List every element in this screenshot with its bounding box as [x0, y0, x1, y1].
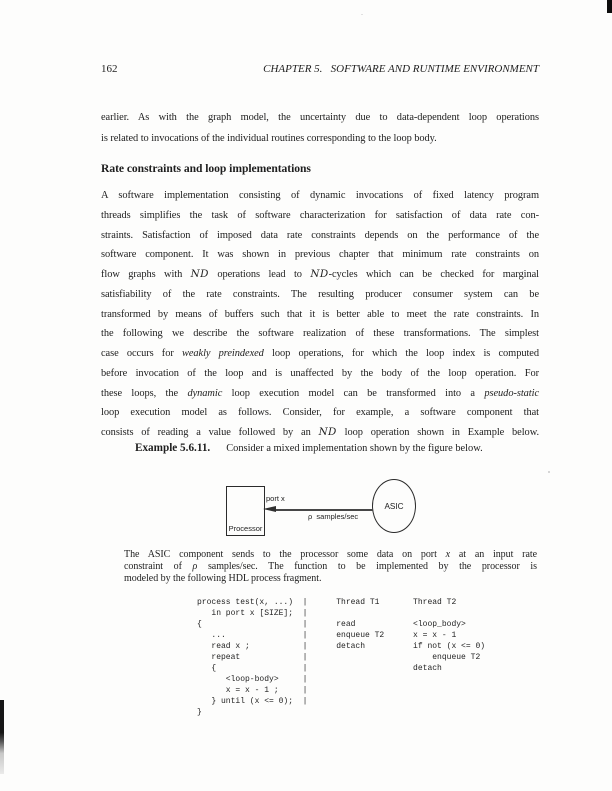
text-line: in port x [SIZE]; | — [197, 609, 308, 618]
asic-label: ASIC — [384, 501, 404, 511]
text-line: ... | enqueue T2 x = x - 1 — [197, 631, 457, 640]
running-header: CHAPTER 5. SOFTWARE AND RUNTIME ENVIRONMENT — [263, 63, 539, 75]
text-line: { | detach — [197, 664, 442, 673]
text-line: modeled by the following HDL process fragment. — [124, 573, 322, 585]
text-line: process test(x, ...) | Thread T1 Thread T2 — [197, 598, 457, 607]
code-listing — [197, 597, 485, 718]
scan-artifact-corner — [607, 0, 612, 13]
example-text: Consider a mixed implementation shown by the figure below. — [226, 443, 483, 454]
text-line: { | read <loop_body> — [197, 620, 466, 629]
scan-speckle — [548, 471, 550, 473]
rate-label: ρ samples/sec — [308, 511, 359, 521]
text-line: A software implementation consisting of dynamic invocations of fixed latency program — [101, 190, 539, 201]
scan-artifact-edge-strip — [0, 700, 4, 774]
signal-arrow-line — [275, 509, 373, 510]
text-line: repeat | enqueue T2 — [197, 653, 481, 662]
text-line: transformed by means of buffers such that it is better able to meet the rate constraints. In — [101, 308, 539, 320]
text-line: case occurs for weakly preindexed loop operations, for which the loop index is computed — [101, 348, 539, 359]
text-line: } — [197, 708, 202, 717]
figure-diagram — [0, 470, 612, 550]
text-line: <loop-body> | — [197, 675, 308, 684]
text-line: software component. It was shown in previous chapter that minimum rate constraints on — [101, 249, 539, 261]
port-label: port x — [266, 493, 285, 503]
page-number: 162 — [101, 63, 118, 75]
example-paragraph — [135, 440, 483, 456]
text-line: } until (x <= 0); | — [197, 697, 308, 706]
text-line: threads simplifies the task of software characterization for satisfaction of data rate con- — [101, 209, 539, 221]
body-paragraph — [101, 186, 539, 443]
page-header — [101, 62, 539, 76]
text-line: satisfiability of the rate constraints. The resulting producer consumer system can be — [101, 288, 539, 300]
processor-label: Processor — [228, 524, 263, 533]
signal-arrow-head — [263, 506, 276, 512]
text-line: consists of reading a value followed by an ND loop operation shown in Example below. — [101, 426, 540, 438]
intro-paragraph — [101, 107, 539, 150]
text-line: before invocation of the loop and is unaffected by the body of the loop operation. For — [101, 367, 539, 379]
scan-speckle — [361, 14, 363, 15]
text-line: constraint of ρ samples/sec. The function to be implemented by the processor is — [124, 561, 537, 573]
text-line: flow graphs with ND operations lead to ND-cycles which can be checked for marginal — [101, 268, 539, 280]
text-line: x = x - 1 ; | — [197, 686, 308, 695]
text-line: earlier. As with the graph model, the uncertainty due to data-dependent loop operations — [101, 112, 539, 123]
processor-box — [226, 486, 265, 536]
text-line: these loops, the dynamic loop execution model can be transformed into a pseudo-static — [101, 387, 540, 399]
text-line: read x ; | detach if not (x <= 0) — [197, 642, 486, 651]
text-line: is related to invocations of the individual routines corresponding to the loop body. — [101, 133, 437, 145]
asic-ellipse — [372, 479, 416, 533]
text-line: loop execution model as follows. Consider, for example, a software component that — [101, 407, 539, 419]
figure-caption — [124, 549, 537, 585]
example-label: Example 5.6.11. — [135, 442, 211, 454]
text-line: The ASIC component sends to the processor some data on port x at an input rate — [124, 549, 537, 560]
text-line: the following we describe the software realization of these transformations. The simplest — [101, 328, 539, 340]
section-heading: Rate constraints and loop implementations — [101, 162, 311, 175]
text-line: straints. Satisfaction of imposed data rate constraints depends on the performance of the — [101, 229, 539, 241]
